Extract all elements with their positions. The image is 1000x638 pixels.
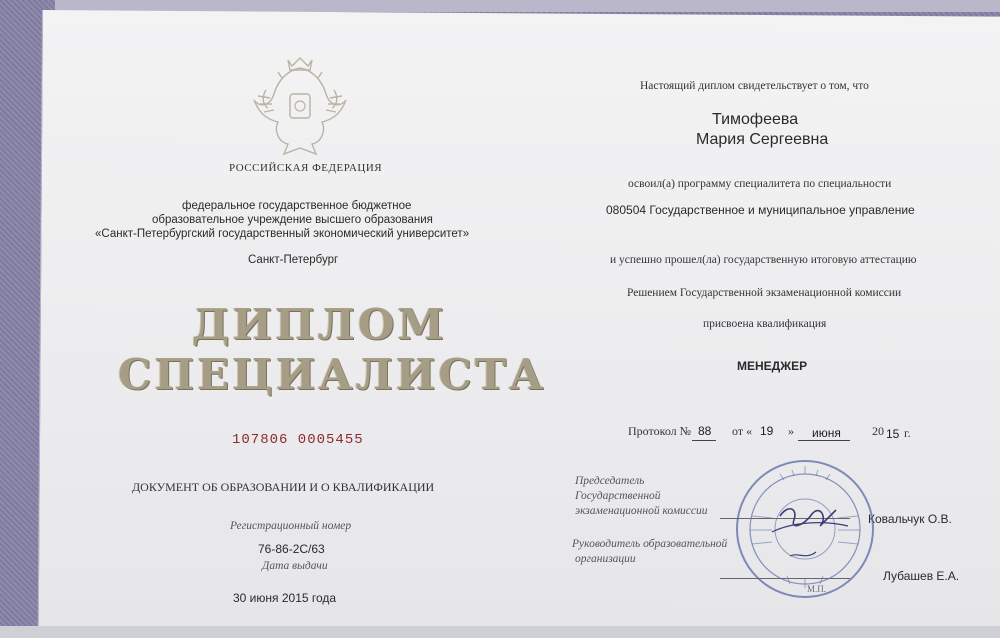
intro-text: Настоящий диплом свидетельствует о том, что	[640, 80, 869, 92]
registration-number-label: Регистрационный номер	[230, 520, 352, 532]
head-label-1: Руководитель образовательной	[572, 538, 728, 550]
protocol-number: 88	[698, 424, 712, 438]
chairman-label-3: экзаменационной комиссии	[575, 505, 708, 517]
issue-date-value: 30 июня 2015 года	[233, 591, 337, 605]
institution-line-2: образовательное учреждение высшего образования	[152, 214, 433, 226]
chairman-label-2: Государственной	[575, 490, 661, 502]
bottom-edge	[0, 626, 1000, 638]
protocol-label: Протокол №	[628, 424, 692, 438]
protocol-year-word: г.	[904, 426, 911, 440]
graduate-name: Мария Сергеевна	[696, 131, 829, 148]
program-name: 080504 Государственное и муниципальное управление	[606, 203, 915, 217]
protocol-day: 19	[760, 424, 774, 438]
protocol-close-quote: »	[788, 424, 794, 438]
graduate-surname: Тимофеева	[712, 111, 799, 128]
diploma-title-line-2: СПЕЦИАЛИСТА	[118, 350, 547, 399]
diploma-title-line-1: ДИПЛОМ	[192, 300, 447, 349]
registration-number-value: 76-86-2С/63	[258, 542, 325, 556]
institution-line-3: «Санкт-Петербургский государственный экономический университет»	[95, 228, 470, 240]
qualification-label: присвоена квалификация	[703, 318, 827, 330]
city-label: Санкт-Петербург	[248, 254, 339, 266]
official-stamp-seal	[732, 456, 878, 602]
protocol-from-label: от «	[732, 424, 753, 438]
protocol-month: июня	[812, 426, 841, 440]
serial-number: 107806 0005455	[232, 432, 364, 448]
country-label: РОССИЙСКАЯ ФЕДЕРАЦИЯ	[229, 162, 383, 174]
protocol-year-prefix: 20	[872, 424, 884, 438]
attestation-text: и успешно прошел(ла) государственную итоговую аттестацию	[610, 254, 917, 266]
qualification-value: МЕНЕДЖЕР	[737, 359, 808, 373]
decision-text: Решением Государственной экзаменационной комиссии	[627, 287, 902, 299]
chairman-label-1: Председатель	[575, 475, 645, 487]
issue-date-label: Дата выдачи	[262, 560, 328, 572]
program-label: освоил(а) программу специалитета по специальности	[628, 178, 892, 190]
stamp-place-letters: М.П.	[807, 584, 827, 594]
chairman-name: Ковальчук О.В.	[868, 512, 952, 526]
protocol-month-underline	[798, 440, 850, 441]
document-type-label: ДОКУМЕНТ ОБ ОБРАЗОВАНИИ И О КВАЛИФИКАЦИИ	[132, 480, 435, 494]
institution-line-1: федеральное государственное бюджетное	[182, 200, 412, 212]
head-label-2: организации	[575, 553, 636, 565]
protocol-number-underline	[692, 440, 716, 441]
coat-of-arms-emblem	[248, 50, 352, 158]
protocol-year-suffix: 15	[886, 427, 900, 441]
head-name: Лубашев Е.А.	[883, 569, 960, 583]
